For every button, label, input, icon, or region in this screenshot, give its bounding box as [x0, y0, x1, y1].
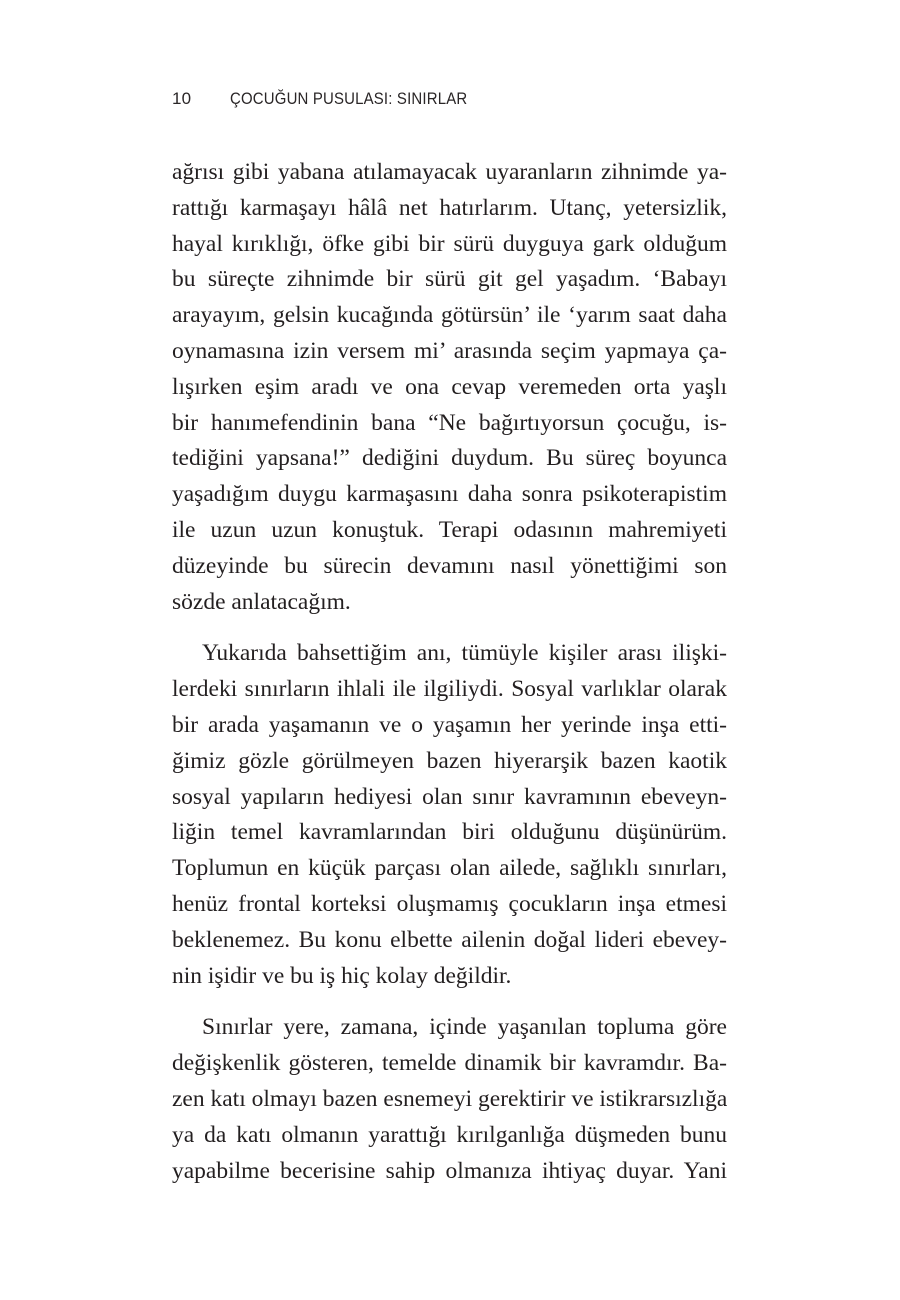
text-line: düzeyinde bu sürecin devamını nasıl yönettiğimi son	[172, 552, 727, 579]
text-line: sözde anlatacağım.	[172, 588, 351, 615]
text-line: zen katı olmayı bazen esnemeyi gerektirir ve istikrarsızlığa	[172, 1085, 728, 1112]
paragraph-spacer	[172, 620, 727, 636]
text-line: beklenemez. Bu konu elbette ailenin doğal lideri ebevey-	[172, 926, 727, 953]
text-line: lerdeki sınırların ihlali ile ilgiliydi. Sosyal varlıklar olarak	[172, 676, 727, 703]
text-line: değişkenlik gösteren, temelde dinamik bir kavramdır. Ba-	[172, 1050, 727, 1077]
text-line: rattığı karmaşayı hâlâ net hatırlarım. Utanç, yetersizlik,	[172, 194, 727, 221]
paragraph-spacer	[172, 994, 727, 1010]
text-line: hayal kırıklığı, öfke gibi bir sürü duyguya gark olduğum	[172, 230, 727, 257]
body-text	[172, 155, 727, 1189]
text-line: henüz frontal korteksi oluşmamış çocukların inşa etmesi	[172, 890, 727, 917]
text-line: lışırken eşim aradı ve ona cevap veremeden orta yaşlı	[172, 373, 727, 400]
running-title: ÇOCUĞUN PUSULASI: SINIRLAR	[230, 89, 468, 108]
text-line: Yukarıda bahsettiğim anı, tümüyle kişiler arası ilişki-	[202, 640, 727, 667]
text-line: bir hanımefendinin bana “Ne bağırtıyorsun çocuğu, is-	[172, 409, 727, 436]
paragraph-3	[172, 1010, 727, 1189]
text-line: ile uzun uzun konuştuk. Terapi odasının mahremiyeti	[172, 516, 727, 543]
text-line: sosyal yapıların hediyesi olan sınır kavramının ebeveyn-	[172, 783, 727, 810]
text-line: yaşadığım duygu karmaşasını daha sonra psikoterapistim	[172, 481, 727, 508]
text-line: arayayım, gelsin kucağında götürsün’ ile ‘yarım saat daha	[172, 302, 727, 329]
paragraph-2	[172, 636, 727, 994]
running-head	[172, 84, 500, 114]
text-line: Toplumun en küçük parçası olan ailede, sağlıklı sınırları,	[172, 855, 727, 882]
text-line: Sınırlar yere, zamana, içinde yaşanılan topluma göre	[202, 1014, 727, 1041]
text-line: ağrısı gibi yabana atılamayacak uyaranların zihnimde ya-	[172, 159, 727, 185]
text-line: liğin temel kavramlarından biri olduğunu düşünürüm.	[172, 819, 727, 846]
text-line: nin işidir ve bu iş hiç kolay değildir.	[172, 962, 512, 989]
page-number: 10	[172, 89, 192, 108]
paragraph-1	[172, 155, 727, 620]
text-line: bir arada yaşamanın ve o yaşamın her yerinde inşa etti-	[172, 711, 727, 738]
text-line: bu süreçte zihnimde bir sürü git gel yaşadım. ‘Babayı	[172, 266, 727, 293]
text-line: ğimiz gözle görülmeyen bazen hiyerarşik bazen kaotik	[172, 747, 727, 774]
text-line: ya da katı olmanın yarattığı kırılganlığa düşmeden bunu	[172, 1121, 727, 1148]
text-line: tediğini yapsana!” dediğini duydum. Bu süreç boyunca	[172, 445, 727, 472]
text-line: yapabilme becerisine sahip olmanıza ihtiyaç duyar. Yani	[172, 1157, 727, 1184]
text-line: oynamasına izin versem mi’ arasında seçim yapmaya ça-	[172, 337, 727, 364]
